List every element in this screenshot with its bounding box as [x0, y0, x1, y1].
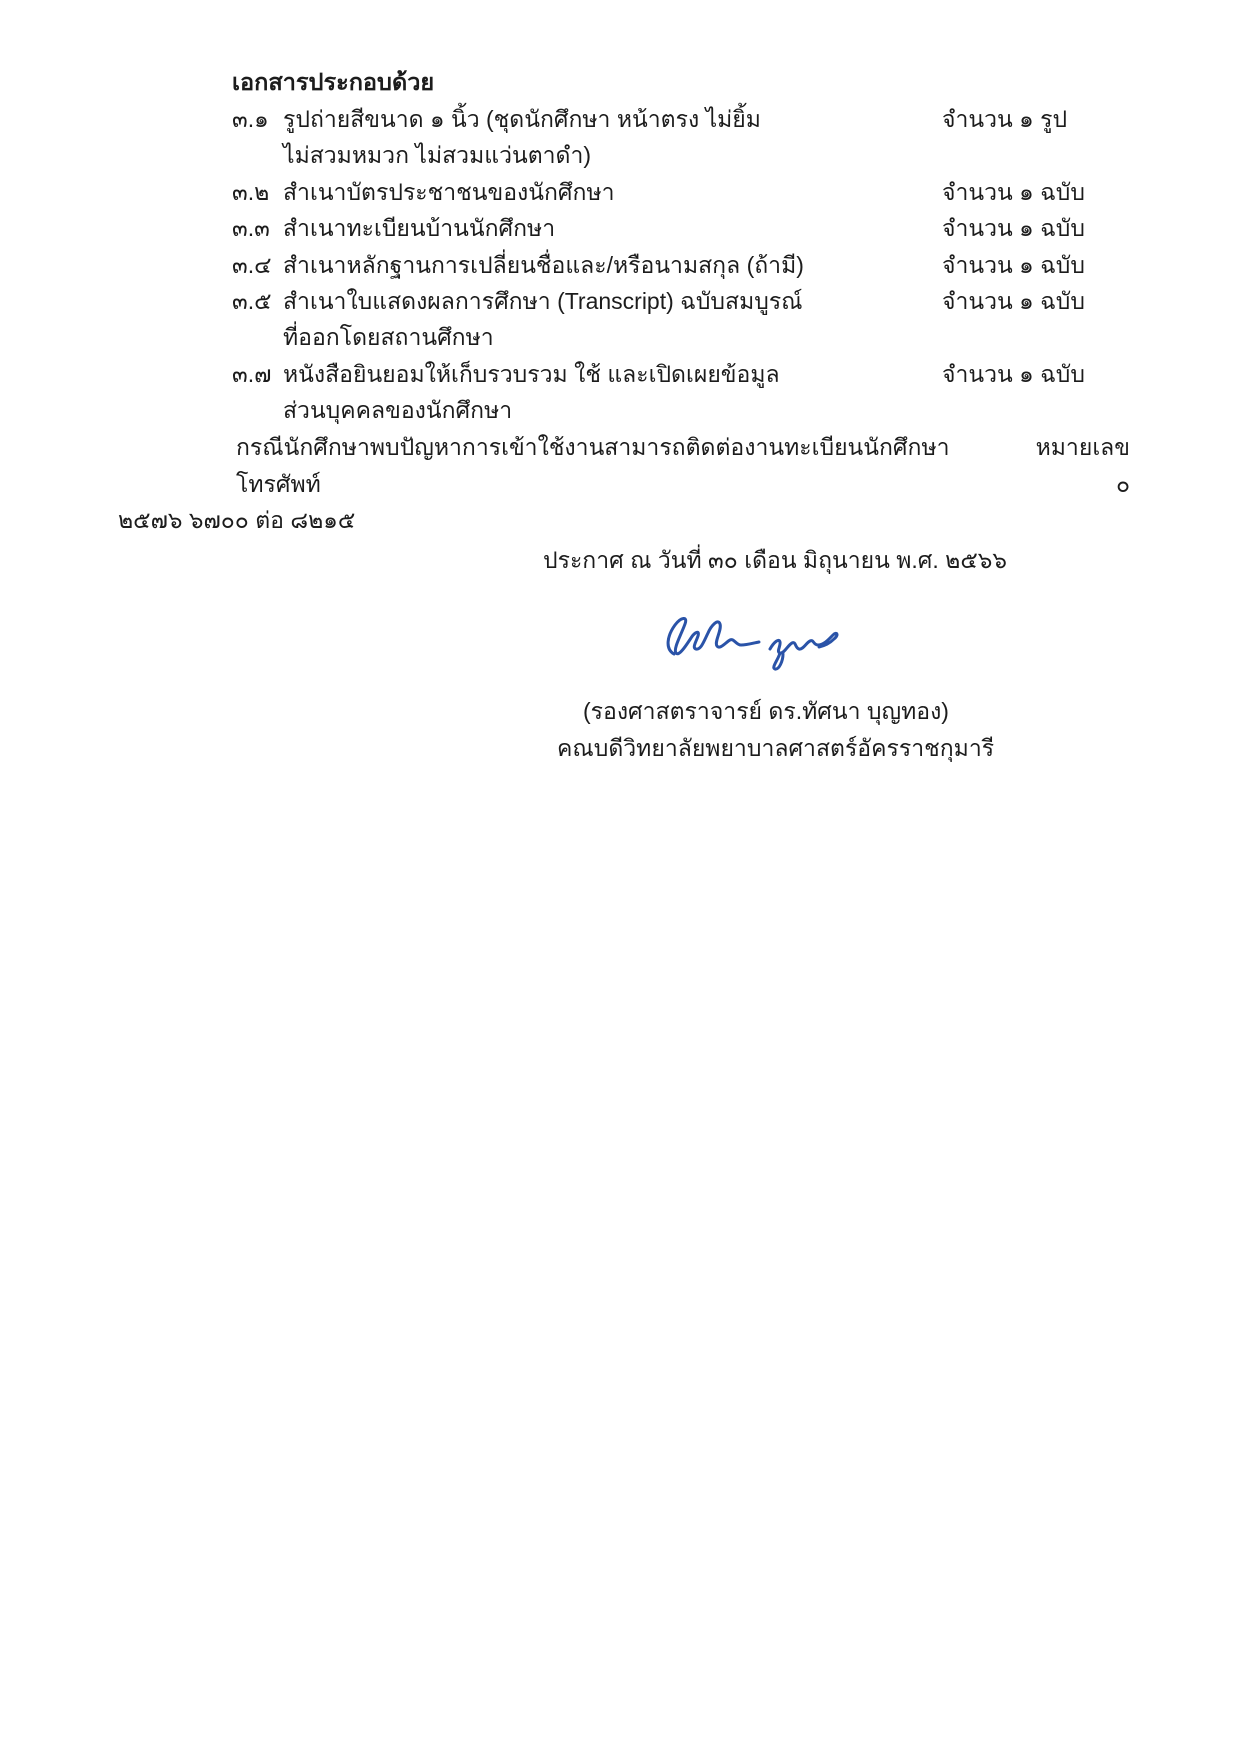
item-text-line: ส่วนบุคคลของนักศึกษา — [283, 397, 513, 424]
section-heading: เอกสารประกอบด้วย — [232, 69, 435, 95]
signature-stroke-right — [770, 633, 837, 653]
list-item — [232, 247, 1182, 283]
item-text-line: สำเนาใบแสดงผลการศึกษา (Transcript) ฉบับสมบูรณ์ — [283, 288, 803, 315]
contact-note-line: กรณีนักศึกษาพบปัญหาการเข้าใช้งานสามารถติดต่องานทะเบียนนักศึกษา หมายเลขโทรศัพท์ ๐ — [236, 434, 1130, 497]
item-text — [283, 283, 942, 356]
item-number: ๓.๒ — [232, 178, 270, 205]
signer-title: คณบดีวิทยาลัยพยาบาลศาสตร์อัครราชกุมารี — [557, 735, 995, 761]
item-text-line: รูปถ่ายสีขนาด ๑ นิ้ว (ชุดนักศึกษา หน้าตรง ไม่ยิ้ม — [283, 106, 761, 132]
announcement-date: ประกาศ ณ วันที่ ๓๐ เดือน มิถุนายน พ.ศ. ๒๕๖๖ — [543, 547, 1007, 573]
item-text-line: หนังสือยินยอมให้เก็บรวบรวม ใช้ และเปิดเผยข้อมูล — [283, 360, 780, 387]
item-amount: จำนวน ๑ ฉบับ — [942, 360, 1085, 387]
item-amount: จำนวน ๑ ฉบับ — [942, 251, 1085, 278]
item-text-line: สำเนาหลักฐานการเปลี่ยนชื่อและ/หรือนามสกุล (ถ้ามี) — [283, 251, 804, 278]
item-text — [283, 210, 942, 246]
item-number: ๓.๗ — [232, 360, 272, 387]
signature-descender-loop — [774, 653, 783, 669]
item-text — [283, 174, 942, 210]
item-text-line: ไม่สวมหมวก ไม่สวมแว่นตาดำ) — [283, 142, 592, 169]
contact-note-phone: ๒๕๗๖ ๖๗๐๐ ต่อ ๘๒๑๕ — [118, 507, 356, 534]
signature-stroke-left — [668, 618, 759, 654]
item-number: ๓.๔ — [232, 251, 272, 278]
item-text-line: สำเนาบัตรประชาชนของนักศึกษา — [283, 178, 615, 205]
list-item — [232, 210, 1182, 246]
document-checklist — [232, 101, 1182, 429]
item-amount: จำนวน ๑ ฉบับ — [942, 215, 1085, 242]
item-text — [283, 356, 942, 429]
list-item — [232, 356, 1182, 429]
item-number: ๓.๓ — [232, 215, 270, 242]
item-amount: จำนวน ๑ รูป — [942, 106, 1068, 132]
item-amount: จำนวน ๑ ฉบับ — [942, 288, 1085, 315]
contact-note — [118, 429, 1130, 539]
item-text — [283, 247, 942, 283]
item-text-line: สำเนาทะเบียนบ้านนักศึกษา — [283, 215, 556, 242]
item-text-line: ที่ออกโดยสถานศึกษา — [283, 324, 494, 351]
signature-ink — [660, 608, 844, 672]
item-number: ๓.๑ — [232, 106, 269, 132]
item-amount: จำนวน ๑ ฉบับ — [942, 178, 1085, 205]
list-item — [232, 283, 1182, 356]
list-item — [232, 174, 1182, 210]
item-text — [283, 101, 942, 174]
item-number: ๓.๕ — [232, 288, 272, 315]
handwritten-signature — [660, 608, 844, 672]
signer-name: (รองศาสตราจารย์ ดร.ทัศนา บุญทอง) — [583, 698, 949, 724]
list-item — [232, 101, 1182, 174]
